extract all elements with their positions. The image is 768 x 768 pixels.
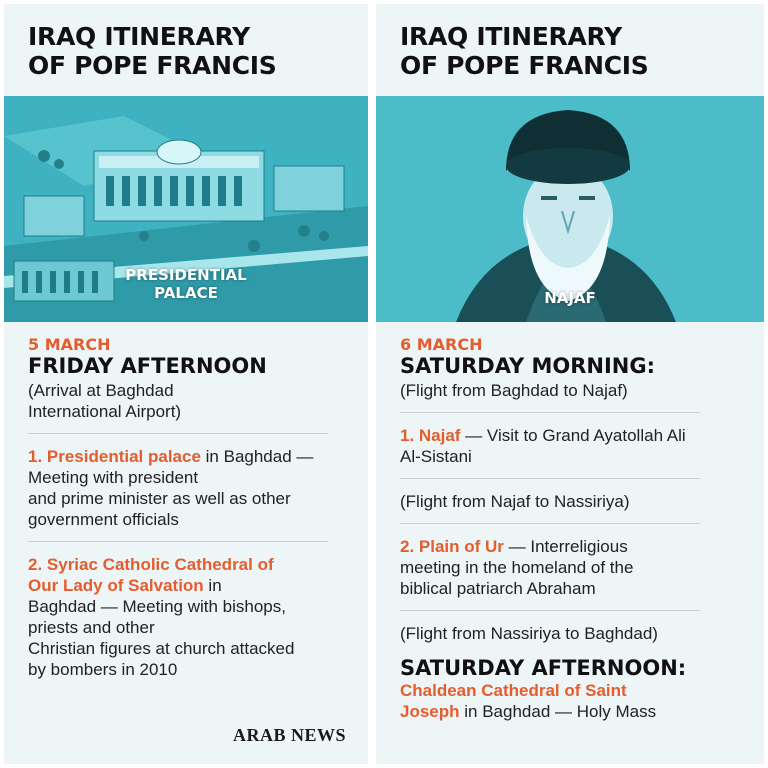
left-item-2-line3: priests and other <box>28 618 155 637</box>
left-item-2-highlight-line1: 2. Syriac Catholic Cathedral of <box>28 555 274 574</box>
left-heading: FRIDAY AFTERNOON <box>28 354 267 378</box>
right-subtitle: (Flight from Baghdad to Najaf) <box>400 381 628 400</box>
left-item-1-highlight: 1. Presidential palace <box>28 447 201 466</box>
right-item-3-line1: in Baghdad — Holy Mass <box>459 702 657 721</box>
palace-caption-line2: PALACE <box>154 284 218 302</box>
left-item-1-line2: Meeting with president <box>28 468 199 487</box>
divider <box>400 610 700 611</box>
left-subtitle <box>28 380 354 422</box>
right-item-3-highlight-line2: Joseph <box>400 702 460 721</box>
right-heading-2: SATURDAY AFTERNOON: <box>400 656 687 680</box>
left-item-2-line4: Christian figures at church attacked <box>28 639 295 658</box>
right-item-1 <box>400 425 750 467</box>
right-item-2-highlight: 2. Plain of Ur <box>400 537 504 556</box>
palace-caption <box>4 266 368 302</box>
divider <box>28 433 328 434</box>
left-title-line2: OF POPE FRANCIS <box>28 51 277 80</box>
right-heading: SATURDAY MORNING: <box>400 354 656 378</box>
right-flight-1: (Flight from Najaf to Nassiriya) <box>400 492 630 511</box>
left-item-2-line1: in <box>203 576 222 595</box>
left-date: 5 MARCH <box>28 335 111 354</box>
left-item-1-line3: and prime minister as well as other <box>28 489 291 508</box>
left-item-2-highlight-line2: Our Lady of Salvation <box>28 576 204 595</box>
left-title-line1: IRAQ ITINERARY <box>28 22 250 51</box>
divider <box>400 478 700 479</box>
right-item-3-highlight-line1: Chaldean Cathedral of Saint <box>400 681 627 700</box>
right-item-2-line1: — Interreligious <box>503 537 628 556</box>
divider <box>400 523 700 524</box>
right-item-1-highlight: 1. Najaf <box>400 426 461 445</box>
right-item-3 <box>400 680 750 722</box>
right-flight-2: (Flight from Nassiriya to Baghdad) <box>400 624 658 643</box>
left-title <box>28 22 276 80</box>
left-item-1-line1: in Baghdad — <box>200 447 314 466</box>
palace-caption-line1: PRESIDENTIAL <box>125 266 247 284</box>
right-item-2-line3: biblical patriarch Abraham <box>400 579 596 598</box>
right-item-1-line1: — Visit to Grand Ayatollah Ali <box>460 426 686 445</box>
left-subtitle-line2: International Airport) <box>28 402 182 421</box>
left-subtitle-line1: (Arrival at Baghdad <box>28 381 174 400</box>
right-item-1-line2: Al-Sistani <box>400 447 472 466</box>
divider <box>28 541 328 542</box>
presidential-palace-photo <box>4 96 368 322</box>
najaf-portrait-photo <box>376 96 764 322</box>
najaf-caption: NAJAF <box>544 289 596 307</box>
left-panel <box>4 4 368 764</box>
left-item-1 <box>28 446 354 530</box>
left-body <box>28 336 354 680</box>
right-item-2-line2: meeting in the homeland of the <box>400 558 634 577</box>
right-date: 6 MARCH <box>400 335 483 354</box>
right-item-2 <box>400 536 750 599</box>
arab-news-logo: ARAB NEWS <box>232 725 346 745</box>
left-item-2-line5: by bombers in 2010 <box>28 660 178 679</box>
right-title-line2: OF POPE FRANCIS <box>400 51 649 80</box>
right-body <box>400 336 750 722</box>
right-title-line1: IRAQ ITINERARY <box>400 22 622 51</box>
right-title <box>400 22 648 80</box>
right-panel <box>376 4 764 764</box>
left-item-2 <box>28 554 354 680</box>
left-item-2-line2: Baghdad — Meeting with bishops, <box>28 597 286 616</box>
divider <box>400 412 700 413</box>
left-item-1-line4: government officials <box>28 510 179 529</box>
